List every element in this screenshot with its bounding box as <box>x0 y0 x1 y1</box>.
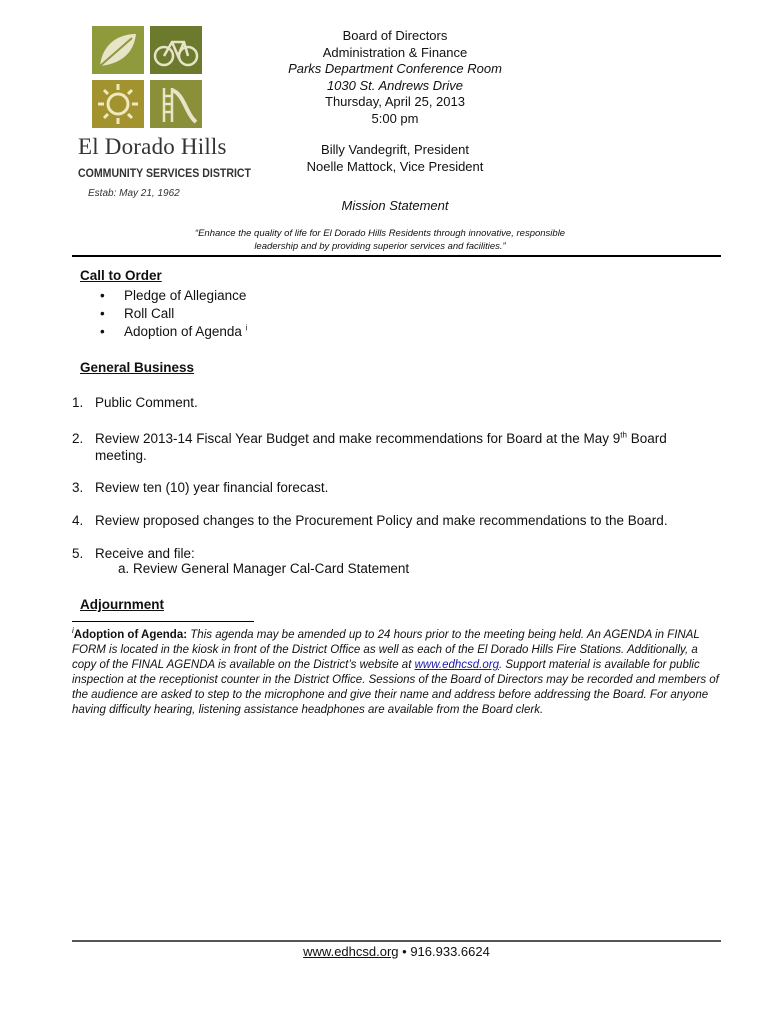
footnote: $^i$Adoption of Agenda: This agenda may be amended up to 24 hours prior to the meeting being held. An AGENDA in FINAL FORM is located in the kiosk in front of the District Office as well as each of the El Dorado Hills Fire Stations. Additionally, a copy of the FINAL AGENDA is available on the District’s website at www.edhcsd.org. Support material is available for public inspection at the receptionist counter in the District Office. Sessions of the Board of Directors may be recorded and members of the audience are asked to step to the microphone and give their name and address before addressing the Board. For anyone having difficulty hearing, listening assistance headphones are available from the Board clerk. <box>72 626 719 716</box>
mission-statement <box>120 227 640 253</box>
president: Billy Vandegrift, President <box>321 142 469 157</box>
committee-name: Administration & Finance <box>322 44 468 60</box>
agenda-item: 5. Receive and file: <box>72 546 195 561</box>
logo-tiles <box>92 26 204 128</box>
adjournment-heading: Adjournment <box>80 597 164 612</box>
agenda-item: 1. Public Comment. <box>72 395 198 410</box>
list-item: • Pledge of Allegiance <box>100 287 247 305</box>
general-business-heading: General Business <box>80 360 195 375</box>
mission-line-2: leadership and by providing superior services and facilities.” <box>254 241 506 252</box>
agenda-sub-item: a. Review General Manager Cal-Card Statement <box>118 561 410 576</box>
org-name: El Dorado Hills <box>78 134 227 159</box>
meeting-header <box>245 28 545 127</box>
sun-icon <box>92 80 144 128</box>
footnote-divider <box>72 621 254 622</box>
list-item: • Roll Call <box>100 305 247 323</box>
meeting-location: Parks Department Conference Room <box>288 61 502 76</box>
mission-title: Mission Statement <box>341 198 449 213</box>
footer-website-link[interactable]: www.edhcsd.org <box>303 944 399 959</box>
org-subtitle: COMMUNITY SERVICES DISTRICT <box>78 168 252 180</box>
header-divider <box>72 255 721 257</box>
vice-president: Noelle Mattock, Vice President <box>306 158 484 174</box>
meeting-time: 5:00 pm <box>371 110 419 126</box>
mission-line-1: “Enhance the quality of life for El Dorado Hills Residents through innovative, responsible <box>194 228 566 239</box>
bicycle-icon <box>150 26 202 74</box>
established-date: Estab: May 21, 1962 <box>88 188 180 199</box>
board-title: Board of Directors <box>342 28 448 43</box>
footnote-marker[interactable]: i <box>245 323 248 333</box>
agenda-item: 4. Review proposed changes to the Procurement Policy and make recommendations to the Board. <box>72 513 668 528</box>
meeting-date: Thursday, April 25, 2013 <box>325 94 465 109</box>
call-to-order-list <box>100 287 247 341</box>
call-to-order-heading: Call to Order <box>80 268 162 283</box>
agenda-item: 2. Review 2013-14 Fiscal Year Budget and make recommendations for Board at the May 9th Board meeting. <box>72 430 667 463</box>
footer-phone: 916.933.6624 <box>410 944 490 959</box>
playground-slide-icon <box>150 80 202 128</box>
website-link[interactable]: www.edhcsd.org <box>414 659 499 671</box>
agenda-item: 3. Review ten (10) year financial forecast. <box>72 480 329 495</box>
officers <box>245 142 545 175</box>
footnote-mark: i <box>72 626 74 636</box>
leaf-icon <box>92 26 144 74</box>
page-footer: www.edhcsd.org • 916.933.6624 <box>303 944 490 959</box>
meeting-address: 1030 St. Andrews Drive <box>326 77 464 93</box>
footnote-label: Adoption of Agenda <box>73 629 184 641</box>
footer-divider <box>72 940 721 942</box>
list-item: • Adoption of Agenda $^i$ <box>100 323 247 341</box>
